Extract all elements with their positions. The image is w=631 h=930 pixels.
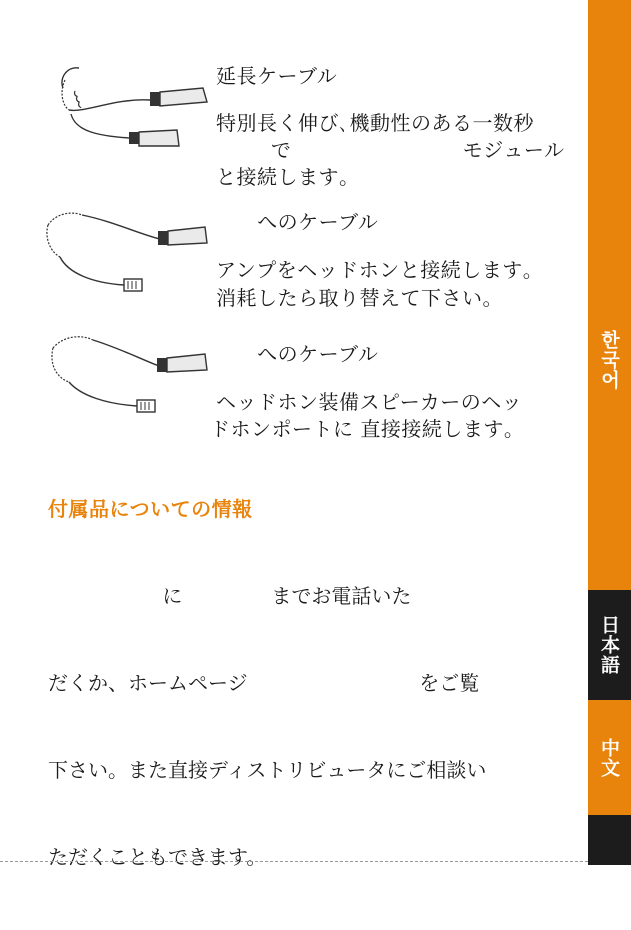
language-tabs	[588, 0, 631, 865]
item-title: 延長ケーブル	[216, 64, 338, 88]
bottom-rule	[0, 861, 588, 862]
tab-bottom-block	[588, 815, 631, 865]
tab-chinese[interactable]	[588, 700, 631, 815]
extension-cable-icon	[55, 58, 215, 158]
item-title: へのケーブル	[216, 342, 379, 366]
tab-japanese[interactable]	[588, 590, 631, 700]
tab-label: 한국어	[598, 330, 620, 390]
section-body-line: に までお電話いた	[48, 584, 412, 608]
tab-korean[interactable]	[588, 0, 631, 590]
item-desc-line: で モジュール	[216, 138, 565, 162]
tab-label: 日本語	[598, 615, 620, 675]
item-title: へのケーブル	[216, 210, 379, 234]
section-body	[48, 524, 548, 930]
item-desc-line: アンプをヘッドホンと接続します｡	[216, 258, 534, 282]
item-desc-line: 消耗したら取り替えて下さい｡	[216, 286, 493, 310]
amp-cable-icon	[42, 205, 212, 300]
item-desc-line: ヘッドホン装備スピーカーのヘッ	[216, 390, 523, 414]
item-desc-line: と接続します｡	[216, 165, 350, 189]
item-desc-line: 特別長く伸び､機動性のある一数秒	[216, 111, 534, 135]
section-body-line: だくか、ホームページ をご覧	[48, 671, 480, 695]
section-heading: 付属品についての情報	[48, 497, 253, 521]
item-desc-line: ドホンポートに 直接接続します｡	[210, 417, 515, 441]
direct-connect-cable-icon	[47, 330, 217, 425]
tab-label: 中文	[598, 737, 620, 778]
section-body-line: 下さい。また直接ディストリビュータにご相談い	[48, 758, 487, 782]
section-body-line: ただくこともできます。	[48, 845, 267, 869]
